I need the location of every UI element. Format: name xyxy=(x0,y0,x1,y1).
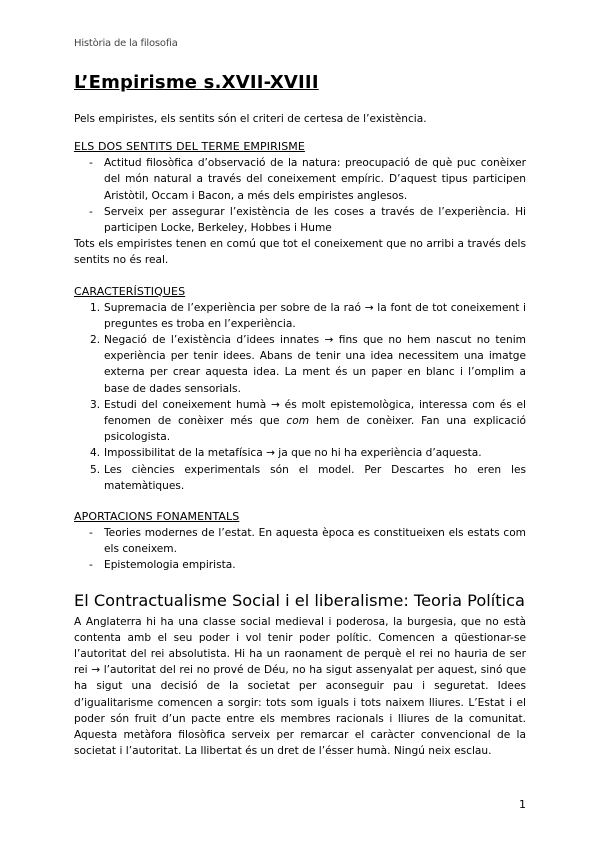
item-text: Estudi del coneixement humà → és molt epistemològica, interessa com és el fenomen de conèixer més que xyxy=(104,398,526,428)
section-heading-contractualisme: El Contractualisme Social i el liberalisme: Teoria Política xyxy=(74,590,525,610)
empiristes-paragraph: Tots els empiristes tenen en comú que tot el coneixement que no arribi a través dels sentits no és real. xyxy=(74,238,526,267)
list-item: - Epistemologia empirista. xyxy=(104,557,526,573)
page-content xyxy=(74,72,526,760)
intro-paragraph: Pels empiristes, els sentits són el criteri de certesa de l’existència. xyxy=(74,113,427,125)
item-text: Negació de l’existència d’idees innates → fins que no hem nascut no tenim experiència per tenir idees. Abans de tenir una idea necessitem una imatge externa per crear aquesta idea. La ment és un paper en blanc i l’omplim a base de dades sensorials. xyxy=(104,334,526,395)
running-header: Història de la filosofia xyxy=(74,38,178,49)
page-number: 1 xyxy=(519,798,526,811)
document-title: L’Empirisme s.XVII-XVIII xyxy=(74,72,319,93)
list-item xyxy=(90,445,526,461)
item-text: Supremacia de l’experiència per sobre de la raó → la font de tot coneixement i preguntes es troba en l’experiència. xyxy=(104,301,526,330)
contractualisme-body xyxy=(74,614,526,760)
aportacions-list xyxy=(74,525,526,574)
section-heading-caracteristiques: CARACTERÍSTIQUES xyxy=(74,284,186,298)
list-item xyxy=(90,397,526,446)
item-text-end: hem de conèixer. Fan una explicació psicologista. xyxy=(104,415,526,444)
caracteristiques-list xyxy=(74,300,526,494)
dos-sentits-list xyxy=(74,155,526,236)
item-text: Impossibilitat de la metafísica → ja que no hi ha experiència d’aquesta. xyxy=(104,447,482,460)
list-item: - Serveix per assegurar l’existència de les coses a través de l’experiència. Hi participen Locke, Berkeley, Hobbes i Hume xyxy=(104,204,526,236)
item-number: 4. xyxy=(90,447,101,460)
item-number: 1. xyxy=(90,301,101,314)
contractualisme-paragraph: A Anglaterra hi ha una classe social medieval i poderosa, la burgesia, que no està contenta amb el seu poder i vol tenir poder polític. Comencen a qüestionar-se l’autoritat del rei absolutista. Hi ha un raonament de perquè el rei no hauria de ser rei → l’autoritat del rei no prové de Déu, no ha sigut assenyalat per aquest, sinó que ha sigut una decisió de la societat per aconseguir pau i seguretat. Idees d’igualitarisme comencen a sorgir: tots som iguals i tots naixem lliures. L’Estat i el poder són fruit d’un pacte entre els membres racionals i lliures de la comunitat. Aquesta metàfora filosòfica serveix per remarcar el caràcter convencional de la societat i l’autoritat. La llibertat és un dret de l’ésser humà. Ningú neix esclau. xyxy=(74,615,526,758)
item-text: Les ciències experimentals són el model. Per Descartes ho eren les matemàtiques. xyxy=(104,463,526,492)
item-number: 5. xyxy=(90,463,101,476)
item-number: 3. xyxy=(90,398,101,411)
list-item xyxy=(90,300,526,332)
section-heading-aportacions: APORTACIONS FONAMENTALS xyxy=(74,510,240,524)
section-heading-dos-sentits: ELS DOS SENTITS DEL TERME EMPIRISME xyxy=(74,140,305,154)
item-emphasis: com xyxy=(286,415,310,428)
list-item xyxy=(90,332,526,397)
list-item xyxy=(90,462,526,494)
list-item: - Actitud filosòfica d’observació de la natura: preocupació de què puc conèixer del món natural a través del coneixement empíric. D’aquest tipus participen Aristòtil, Occam i Bacon, a més dels empiristes anglesos. xyxy=(104,155,526,204)
list-item: - Teories modernes de l’estat. En aquesta època es constitueixen els estats com els coneixem. xyxy=(104,525,526,557)
item-number: 2. xyxy=(90,334,101,347)
